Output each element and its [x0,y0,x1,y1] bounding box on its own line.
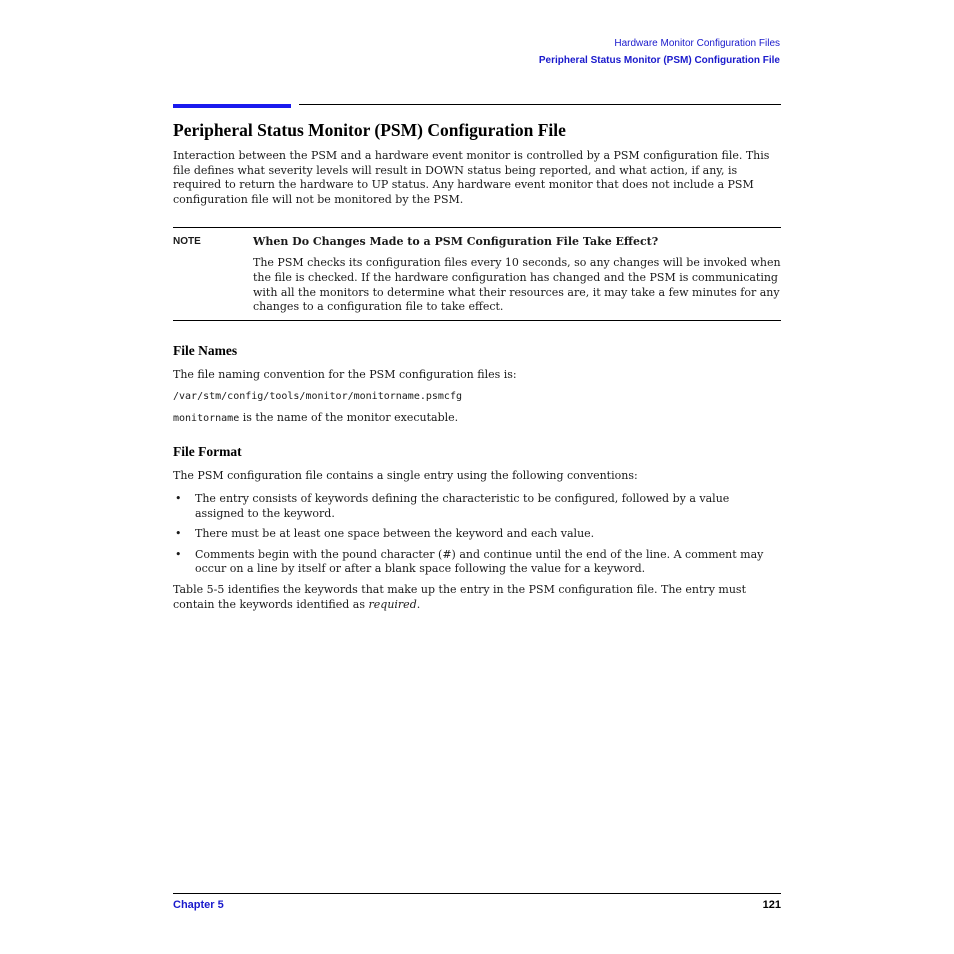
note-title: When Do Changes Made to a PSM Configuration File Take Effect? [253,235,659,249]
list-item [173,492,781,521]
file-names-intro: The file naming convention for the PSM configuration files is: [173,367,517,381]
footer-chapter: Chapter 5 [173,899,224,911]
note-box [173,227,781,320]
bullet-icon: • [175,527,182,541]
outro-end: . [416,597,421,611]
note-body [253,235,781,314]
monitorname-description [173,411,781,426]
file-format-outro [173,583,781,612]
file-format-heading: File Format [173,444,242,460]
running-header-section: Peripheral Status Monitor (PSM) Configuration File [538,55,780,66]
outro-text: Table 5-5 identifies the keywords that make up the entry in the PSM configuration file. The entry must contain the keywords identified as [173,582,746,611]
file-names-heading: File Names [173,342,238,358]
note-text: The PSM checks its configuration files every 10 seconds, so any changes will be invoked when the file is checked. If the hardware configuration has changed and the PSM is communicating with all the monitors to determine what their resources are, it may take a few minutes for any changes to a configuration file to take effect. [253,256,781,314]
monitorname-text: is the name of the monitor executable. [239,411,459,425]
section-rule [299,104,781,105]
section-intro: Interaction between the PSM and a hardware event monitor is controlled by a PSM configuration file. This file defines what severity levels will result in DOWN status being reported, and what action, if any, is required to return the hardware to UP status. Any hardware event monitor that does not include a PSM configuration file will not be monitored by the PSM. [173,149,770,206]
list-item [173,548,781,577]
list-item-text: Comments begin with the pound character (#) and continue until the end of the line. A comment may occur on a line by itself or after a blank space following the value for a keyword. [195,547,764,576]
monitorname-term: monitorname [173,413,240,425]
list-item-text: The entry consists of keywords defining the characteristic to be configured, followed by a value assigned to the keyword. [195,491,730,520]
section-title: Peripheral Status Monitor (PSM) Configuration File [173,120,566,140]
file-format-intro: The PSM configuration file contains a single entry using the following conventions: [173,469,638,483]
required-term: required [368,597,417,611]
note-label: NOTE [173,236,201,248]
page-content [173,119,781,612]
list-item [173,527,781,542]
file-path: /var/stm/config/tools/monitor/monitorname.psmcfg [173,391,462,403]
conventions-list [173,492,781,577]
page-number: 121 [762,899,781,911]
bullet-icon: • [175,547,182,561]
section-accent-bar [173,104,291,108]
footer-rule [173,893,781,894]
bullet-icon: • [175,491,182,505]
list-item-text: There must be at least one space between the keyword and each value. [195,527,595,541]
running-header-chapter: Hardware Monitor Configuration Files [614,38,780,49]
